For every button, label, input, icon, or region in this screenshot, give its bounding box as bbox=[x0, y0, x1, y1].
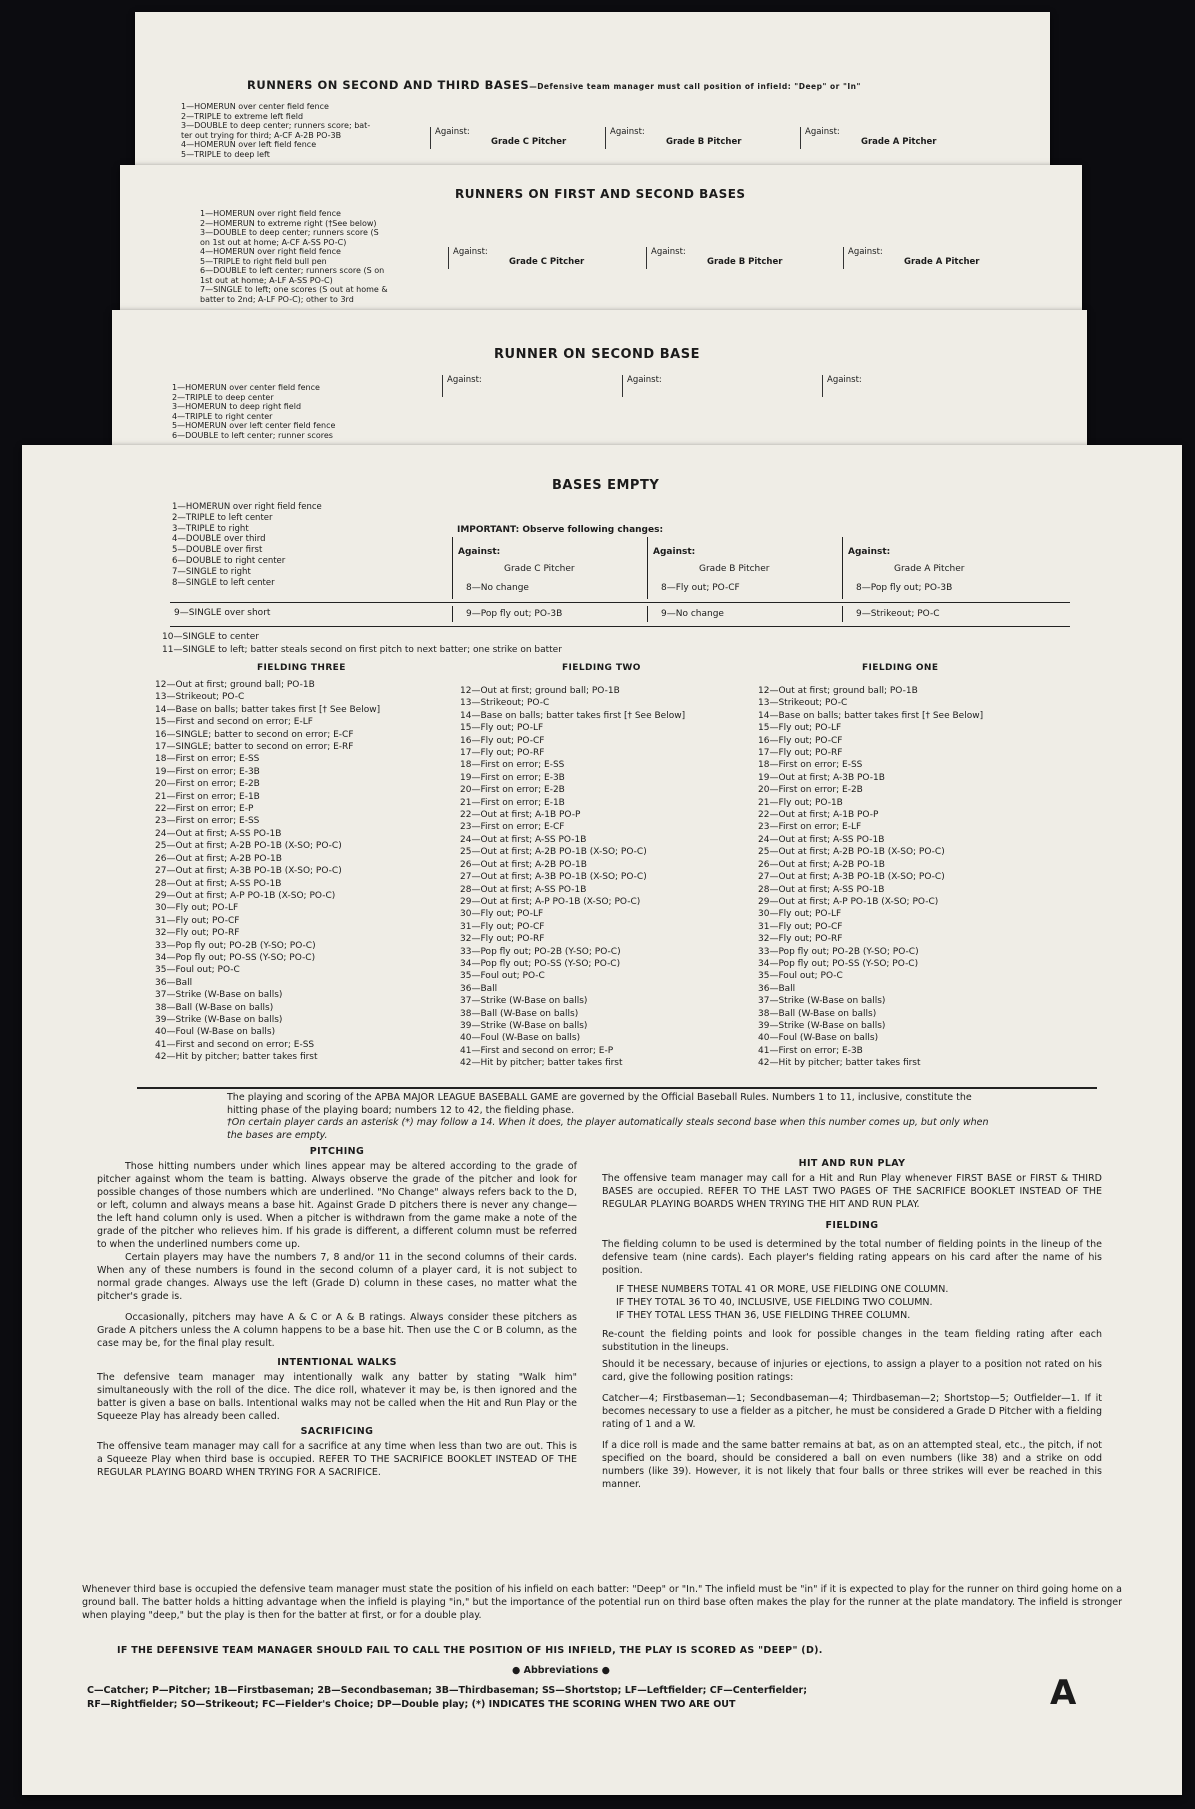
fielding-result: 12—Out at first; ground ball; PO-1B bbox=[460, 686, 620, 696]
fielding-result: 25—Out at first; A-2B PO-1B (X-SO; PO-C) bbox=[155, 841, 342, 852]
pitcher-grade-label: Grade A Pitcher bbox=[904, 257, 980, 267]
rules-notice: The playing and scoring of the APBA MAJOR LEAGUE BASEBALL GAME are governed by the Official Baseball Rules. Numbers 1 to 11, inclusive, constitute the hitting phase of the playing board; numbers 12 to 42, the fielding phase. †On certain player cards an asterisk (*) may follow a 14. When it does, the player automatically steals second base when this number comes up, but only when the bases are empty. bbox=[227, 1092, 989, 1141]
fielding-result: 21—First on error; E-1B bbox=[460, 797, 565, 808]
fielding-result: 41—First on error; E-3B bbox=[758, 1045, 863, 1056]
sacrifice-heading: SACRIFICING bbox=[300, 1426, 374, 1437]
column-divider bbox=[452, 537, 453, 599]
divider bbox=[170, 626, 1070, 627]
hitting-line: 2—TRIPLE to left center bbox=[172, 512, 273, 523]
fielding-result: 15—First and second on error; E-LF bbox=[155, 717, 313, 728]
fielding-result: 30—Fly out; PO-LF bbox=[758, 909, 842, 920]
fielding-result: 32—Fly out; PO-RF bbox=[758, 934, 843, 945]
fielding-rule: IF THEY TOTAL LESS THAN 36, USE FIELDING THREE COLUMN. bbox=[616, 1310, 911, 1321]
fielding-result: 42—Hit by pitcher; batter takes first bbox=[155, 1052, 318, 1063]
hitting-line: 4—DOUBLE over third bbox=[172, 534, 266, 545]
hitting-line: 1st out at home; A-LF A-SS PO-C) bbox=[200, 275, 333, 285]
grade-change-9: 9—Pop fly out; PO-3B bbox=[466, 609, 563, 619]
fielding-result: 19—First on error; E-3B bbox=[460, 772, 565, 783]
pitching-text-1: Those hitting numbers under which lines appear may be altered according to the grade of pitcher against whom the team is batting. Always observe the grade of the pitcher and look for possible changes of those numbers which are underlined. "No Change" always refers back to the D, or left, column and always means a base hit. Against Grade D pitchers there is never any change—the left hand column only is used. When a pitcher is withdrawn from the game make a note of the grade of the pitcher who relieves him. If his grade is different, a different column must be referred to when the underlined numbers come up. bbox=[97, 1161, 577, 1250]
board-letter: A bbox=[1050, 1673, 1077, 1713]
pitcher-grade-label: Grade B Pitcher bbox=[666, 137, 742, 147]
fielding-result: 31—Fly out; PO-CF bbox=[155, 915, 240, 926]
pitcher-grade-column bbox=[646, 247, 783, 269]
hitting-line: 4—HOMERUN over right field fence bbox=[200, 247, 341, 256]
fielding-column bbox=[155, 679, 380, 1064]
fielding-result: 26—Out at first; A-2B PO-1B bbox=[460, 859, 587, 870]
against-label: Against: bbox=[447, 375, 482, 385]
hit-and-run-text: The offensive team manager may call for a Hit and Run Play whenever FIRST BASE or FIRST & THIRD BASES are occupied. REFER TO THE LAST TWO PAGES OF THE SACRIFICE BOOKLET INSTEAD OF THE REGULAR PLAYING BOARDS WHEN TRYING THE HIT AND RUN PLAY. bbox=[602, 1173, 1102, 1210]
hitting-line: 2—TRIPLE to extreme left field bbox=[181, 111, 304, 121]
fielding-result: 30—Fly out; PO-LF bbox=[155, 903, 239, 914]
fielding-result: 26—Out at first; A-2B PO-1B bbox=[758, 859, 885, 870]
sacrifice-text: The offensive team manager may call for a sacrifice at any time when less than two are out. This is a Squeeze Play when third base is occupied. REFER TO THE SACRIFICE BOOKLET INSTEAD OF THE REGULAR PLAYING BOARD WHEN TRYING FOR A SACRIFICE. bbox=[97, 1441, 577, 1478]
pitcher-grade-column bbox=[605, 127, 742, 149]
fielding-text-2: Re-count the fielding points and look for possible changes in the team fielding rating after each substitution in the lineups. bbox=[602, 1329, 1102, 1353]
board-runners-second-third bbox=[135, 12, 1050, 172]
pitcher-grade-column bbox=[430, 127, 567, 149]
fielding-result: 12—Out at first; ground ball; PO-1B bbox=[758, 686, 918, 696]
fielding-result: 21—Fly out; PO-1B bbox=[758, 797, 843, 808]
board-runner-second bbox=[112, 310, 1087, 450]
fielding-result: 42—Hit by pitcher; batter takes first bbox=[758, 1058, 921, 1069]
fielding-result: 25—Out at first; A-2B PO-1B (X-SO; PO-C) bbox=[460, 847, 647, 858]
hitting-line: on 1st out at home; A-CF A-SS PO-C) bbox=[200, 237, 347, 247]
pitcher-grade-column bbox=[442, 375, 482, 397]
fielding-result: 38—Ball (W-Base on balls) bbox=[460, 1008, 579, 1019]
against-label: Against: bbox=[610, 127, 645, 137]
against-label: Against: bbox=[805, 127, 840, 137]
fielding-result: 36—Ball bbox=[758, 983, 796, 994]
against-label: Against: bbox=[848, 547, 891, 557]
against-label: Against: bbox=[453, 247, 488, 257]
fielding-result: 23—First on error; E-LF bbox=[758, 822, 862, 833]
column-divider bbox=[842, 606, 843, 622]
fielding-result: 33—Pop fly out; PO-2B (Y-SO; PO-C) bbox=[155, 940, 316, 951]
grade-change-8: 8—No change bbox=[466, 583, 529, 593]
against-label: Against: bbox=[653, 547, 696, 557]
fielding-result: 35—Foul out; PO-C bbox=[758, 971, 843, 982]
pitcher-grade-label: Grade C Pitcher bbox=[504, 564, 575, 574]
pitcher-grade-label: Grade A Pitcher bbox=[894, 564, 965, 574]
fielding-result: 30—Fly out; PO-LF bbox=[460, 909, 544, 920]
fail-notice: IF THE DEFENSIVE TEAM MANAGER SHOULD FAIL TO CALL THE POSITION OF HIS INFIELD, THE PLAY IS SCORED AS "DEEP" (D). bbox=[117, 1645, 823, 1656]
fielding-result: 27—Out at first; A-3B PO-1B (X-SO; PO-C) bbox=[155, 866, 342, 877]
fielding-result: 24—Out at first; A-SS PO-1B bbox=[155, 828, 282, 839]
fielding-result: 31—Fly out; PO-CF bbox=[758, 921, 843, 932]
fielding-result: 39—Strike (W-Base on balls) bbox=[460, 1020, 588, 1031]
fielding-result: 41—First and second on error; E-SS bbox=[155, 1039, 315, 1050]
grade-change-8: 8—Pop fly out; PO-3B bbox=[856, 583, 953, 593]
fielding-result: 14—Base on balls; batter takes first [† See Below] bbox=[758, 710, 984, 721]
fielding-result: 42—Hit by pitcher; batter takes first bbox=[460, 1058, 623, 1069]
hitting-line: 5—TRIPLE to deep left bbox=[181, 149, 270, 159]
fielding-result: 28—Out at first; A-SS PO-1B bbox=[758, 884, 885, 895]
hitting-line: ter out trying for third; A-CF A-2B PO-3B bbox=[181, 130, 342, 140]
hitting-line: 8—SINGLE to left center bbox=[172, 577, 275, 588]
fielding-rule: IF THEY TOTAL 36 TO 40, INCLUSIVE, USE FIELDING TWO COLUMN. bbox=[616, 1297, 933, 1308]
hitting-list bbox=[200, 209, 388, 304]
fielding-result: 37—Strike (W-Base on balls) bbox=[758, 996, 886, 1007]
fielding-result: 24—Out at first; A-SS PO-1B bbox=[758, 834, 885, 845]
hitting-line: 6—DOUBLE to right center bbox=[172, 555, 286, 566]
board-title: RUNNERS ON SECOND AND THIRD BASES—Defensive team manager must call position of infield: "Deep" or "In" bbox=[247, 78, 861, 92]
hitting-line: 5—HOMERUN over left center field fence bbox=[172, 421, 336, 430]
pitching-text-2: Certain players may have the numbers 7, 8 and/or 11 in the second columns of their cards. When any of these numbers is found in the second column of a player card, it is not subject to normal grade changes. Always use the left (Grade D) column in these cases, no matter what the pitcher's grade is. bbox=[97, 1252, 577, 1302]
grade-change-8: 8—Fly out; PO-CF bbox=[661, 583, 740, 593]
fielding-result: 34—Pop fly out; PO-SS (Y-SO; PO-C) bbox=[155, 952, 316, 963]
pitcher-grade-column bbox=[822, 375, 862, 397]
hitting-line: 5—TRIPLE to right field bull pen bbox=[200, 256, 327, 266]
fielding-result: 14—Base on balls; batter takes first [† See Below] bbox=[155, 704, 381, 715]
fielding-result: 16—SINGLE; batter to second on error; E-CF bbox=[155, 729, 354, 740]
fielding-result: 23—First on error; E-SS bbox=[155, 816, 260, 827]
fielding-text-4: Catcher—4; Firstbaseman—1; Secondbaseman—4; Thirdbaseman—2; Shortstop—5; Outfielder—1. If it becomes necessary to use a fielder as a pitcher, he must be considered a Grade D Pitcher with a fielding rating of 1 and a W. bbox=[602, 1393, 1102, 1430]
fielding-result: 18—First on error; E-SS bbox=[155, 754, 260, 765]
hitting-line: 4—HOMERUN over left field fence bbox=[181, 140, 317, 149]
hitting-line: 2—TRIPLE to deep center bbox=[172, 392, 274, 402]
fielding-result: 18—First on error; E-SS bbox=[758, 760, 863, 771]
fielding-result: 35—Foul out; PO-C bbox=[460, 971, 545, 982]
fielding-result: 31—Fly out; PO-CF bbox=[460, 921, 545, 932]
hitting-line-10: 10—SINGLE to center bbox=[162, 632, 259, 642]
hitting-line-9: 9—SINGLE over short bbox=[174, 608, 271, 618]
hitting-list bbox=[181, 102, 370, 159]
fielding-result: 29—Out at first; A-P PO-1B (X-SO; PO-C) bbox=[460, 896, 641, 907]
pitcher-grade-column bbox=[448, 247, 585, 269]
fielding-text-5: If a dice roll is made and the same batter remains at bat, as on an attempted steal, etc., the pitch, if not specified on the board, should be considered a ball on even numbers (like 38) and a strike on odd numbers (like 39). However, it is not likely that four balls or three strikes will ever be reached in this manner. bbox=[602, 1440, 1102, 1490]
fielding-result: 15—Fly out; PO-LF bbox=[758, 723, 842, 734]
hitting-line: 7—SINGLE to right bbox=[172, 566, 251, 577]
hitting-line: 6—DOUBLE to left center; runners score (S on bbox=[200, 266, 385, 275]
fielding-text-3: Should it be necessary, because of injuries or ejections, to assign a player to a position not rated on his card, give the following position ratings: bbox=[602, 1359, 1102, 1383]
divider bbox=[170, 602, 1070, 603]
divider bbox=[137, 1087, 1097, 1089]
fielding-result: 23—First on error; E-CF bbox=[460, 822, 565, 833]
fielding-result: 37—Strike (W-Base on balls) bbox=[155, 990, 283, 1001]
hitting-line: 3—DOUBLE to deep center; runners score (S bbox=[200, 228, 379, 237]
fielding-result: 27—Out at first; A-3B PO-1B (X-SO; PO-C) bbox=[758, 872, 945, 883]
fielding-result: 28—Out at first; A-SS PO-1B bbox=[460, 884, 587, 895]
grade-change-9: 9—No change bbox=[661, 609, 724, 619]
pitching-heading: PITCHING bbox=[309, 1146, 365, 1157]
fielding-result: 24—Out at first; A-SS PO-1B bbox=[460, 834, 587, 845]
hit-and-run-heading: HIT AND RUN PLAY bbox=[798, 1158, 906, 1169]
fielding-result: 16—Fly out; PO-CF bbox=[758, 735, 843, 746]
fielding-result: 39—Strike (W-Base on balls) bbox=[758, 1020, 886, 1031]
fielding-result: 36—Ball bbox=[460, 983, 498, 994]
fielding-result: 40—Foul (W-Base on balls) bbox=[460, 1033, 581, 1044]
fielding-result: 19—Out at first; A-3B PO-1B bbox=[758, 772, 885, 783]
abbreviations-line-2: RF—Rightfielder; SO—Strikeout; FC—Fielder's Choice; DP—Double play; (*) INDICATES THE SCORING WHEN TWO ARE OUT bbox=[87, 1699, 736, 1710]
pitcher-grade-label: Grade A Pitcher bbox=[861, 137, 937, 147]
pitcher-grade-label: Grade C Pitcher bbox=[491, 137, 567, 147]
hitting-line: 4—TRIPLE to right center bbox=[172, 411, 273, 421]
fielding-result: 28—Out at first; A-SS PO-1B bbox=[155, 878, 282, 889]
walks-text: The defensive team manager may intentionally walk any batter by stating "Walk him" simultaneously with the roll of the dice. The dice roll, whatever it may be, is then ignored and the batter is given a base on balls. Intentional walks may not be called when the Hit and Run Play or the Squeeze Play has already been called. bbox=[97, 1372, 577, 1422]
fielding-result: 21—First on error; E-1B bbox=[155, 791, 260, 802]
fielding-result: 18—First on error; E-SS bbox=[460, 760, 565, 771]
hitting-line: 7—SINGLE to left; one scores (S out at home & bbox=[200, 285, 388, 294]
fielding-result: 34—Pop fly out; PO-SS (Y-SO; PO-C) bbox=[758, 958, 919, 969]
fielding-result: 22—Out at first; A-1B PO-P bbox=[460, 810, 581, 821]
pitcher-grade-column bbox=[800, 127, 937, 149]
column-divider bbox=[647, 537, 648, 599]
fielding-rules bbox=[616, 1283, 1102, 1322]
board-bases-empty bbox=[22, 445, 1182, 1795]
fielding-column-heading: FIELDING THREE bbox=[257, 663, 346, 673]
pitcher-grade-label: Grade B Pitcher bbox=[699, 564, 770, 574]
column-divider bbox=[842, 537, 843, 599]
fielding-result: 13—Strikeout; PO-C bbox=[155, 692, 245, 703]
grade-change-9: 9—Strikeout; PO-C bbox=[856, 609, 940, 619]
fielding-result: 17—Fly out; PO-RF bbox=[758, 748, 843, 759]
against-label: Against: bbox=[458, 547, 501, 557]
fielding-result: 32—Fly out; PO-RF bbox=[460, 934, 545, 945]
fielding-result: 16—Fly out; PO-CF bbox=[460, 735, 545, 746]
important-note: IMPORTANT: Observe following changes: bbox=[457, 525, 664, 535]
hitting-line: 1—HOMERUN over center field fence bbox=[181, 102, 329, 111]
fielding-result: 15—Fly out; PO-LF bbox=[460, 723, 544, 734]
fielding-result: 17—SINGLE; batter to second on error; E-RF bbox=[155, 742, 354, 753]
fielding-result: 33—Pop fly out; PO-2B (Y-SO; PO-C) bbox=[460, 946, 621, 957]
fielding-result: 32—Fly out; PO-RF bbox=[155, 928, 240, 939]
abbreviations-heading: ● Abbreviations ● bbox=[512, 1665, 610, 1676]
fielding-column-heading: FIELDING TWO bbox=[562, 663, 641, 673]
left-rules-column bbox=[97, 1143, 577, 1479]
fielding-result: 37—Strike (W-Base on balls) bbox=[460, 996, 588, 1007]
hitting-line: 3—HOMERUN to deep right field bbox=[172, 402, 302, 411]
fielding-result: 22—Out at first; A-1B PO-P bbox=[758, 810, 879, 821]
hitting-list bbox=[172, 502, 322, 588]
hitting-line: batter to 2nd; A-LF PO-C); other to 3rd bbox=[200, 294, 354, 304]
against-label: Against: bbox=[627, 375, 662, 385]
fielding-result: 40—Foul (W-Base on balls) bbox=[155, 1027, 276, 1038]
fielding-result: 36—Ball bbox=[155, 977, 193, 988]
fielding-heading: FIELDING bbox=[825, 1220, 879, 1231]
fielding-result: 29—Out at first; A-P PO-1B (X-SO; PO-C) bbox=[758, 896, 939, 907]
abbreviations-line-1: C—Catcher; P—Pitcher; 1B—Firstbaseman; 2B—Secondbaseman; 3B—Thirdbaseman; SS—Shortstop; LF—Leftfielder; CF—Centerfielder; bbox=[87, 1685, 808, 1696]
fielding-result: 13—Strikeout; PO-C bbox=[460, 698, 550, 709]
fielding-result: 13—Strikeout; PO-C bbox=[758, 698, 848, 709]
fielding-result: 41—First and second on error; E-P bbox=[460, 1045, 614, 1056]
hitting-line-11: 11—SINGLE to left; batter steals second on first pitch to next batter; one strike on batter bbox=[162, 645, 562, 655]
fielding-result: 35—Foul out; PO-C bbox=[155, 965, 240, 976]
against-label: Against: bbox=[848, 247, 883, 257]
pitcher-grade-column bbox=[622, 375, 662, 397]
board-title: RUNNERS ON FIRST AND SECOND BASES bbox=[455, 187, 746, 201]
fielding-result: 29—Out at first; A-P PO-1B (X-SO; PO-C) bbox=[155, 890, 336, 901]
pitcher-grade-label: Grade C Pitcher bbox=[509, 257, 585, 267]
against-label: Against: bbox=[435, 127, 470, 137]
board-title: RUNNER ON SECOND BASE bbox=[494, 347, 700, 362]
hitting-line: 1—HOMERUN over center field fence bbox=[172, 383, 320, 392]
fielding-result: 20—First on error; E-2B bbox=[155, 779, 260, 790]
right-rules-column bbox=[602, 1155, 1102, 1491]
fielding-result: 33—Pop fly out; PO-2B (Y-SO; PO-C) bbox=[758, 946, 919, 957]
board-runners-first-second bbox=[120, 165, 1082, 325]
fielding-result: 20—First on error; E-2B bbox=[758, 785, 863, 796]
hitting-list bbox=[172, 383, 335, 440]
walks-heading: INTENTIONAL WALKS bbox=[277, 1357, 397, 1368]
pitcher-grade-column bbox=[843, 247, 980, 269]
fielding-result: 25—Out at first; A-2B PO-1B (X-SO; PO-C) bbox=[758, 847, 945, 858]
pitcher-grade-label: Grade B Pitcher bbox=[707, 257, 783, 267]
fielding-column-heading: FIELDING ONE bbox=[862, 663, 939, 673]
fielding-result: 39—Strike (W-Base on balls) bbox=[155, 1014, 283, 1025]
hitting-line: 6—DOUBLE to left center; runner scores bbox=[172, 430, 333, 440]
board-title: BASES EMPTY bbox=[552, 478, 660, 493]
fielding-column bbox=[460, 685, 685, 1070]
fielding-result: 26—Out at first; A-2B PO-1B bbox=[155, 853, 282, 864]
fielding-result: 22—First on error; E-P bbox=[155, 804, 254, 815]
fielding-result: 40—Foul (W-Base on balls) bbox=[758, 1033, 879, 1044]
hitting-line: 2—HOMERUN to extreme right (†See below) bbox=[200, 218, 377, 228]
against-label: Against: bbox=[651, 247, 686, 257]
hitting-line: 3—TRIPLE to right bbox=[172, 523, 249, 534]
column-divider bbox=[452, 606, 453, 622]
fielding-text-1: The fielding column to be used is determined by the total number of fielding points in the lineup of the defensive team (nine cards). Each player's fielding rating appears on his card after the name of his position. bbox=[602, 1239, 1102, 1276]
fielding-result: 38—Ball (W-Base on balls) bbox=[758, 1008, 877, 1019]
third-base-text: Whenever third base is occupied the defensive team manager must state the position of his infield on each batter: "Deep" or "In." The infield must be "in" if it is expected to play for the runner on third going home on a ground ball. The batter holds a hitting advantage when the infield is playing "in," but the importance of the potential run on third base often makes the play for the runner at the plate mandatory. The infield is stronger when playing "deep," but the play is then for the batter at first, or for a double play. bbox=[82, 1584, 1122, 1621]
fielding-column bbox=[758, 685, 983, 1070]
hitting-line: 1—HOMERUN over right field fence bbox=[200, 209, 341, 218]
fielding-result: 17—Fly out; PO-RF bbox=[460, 748, 545, 759]
fielding-result: 14—Base on balls; batter takes first [† See Below] bbox=[460, 710, 686, 721]
hitting-line: 1—HOMERUN over right field fence bbox=[172, 502, 322, 512]
fielding-result: 19—First on error; E-3B bbox=[155, 766, 260, 777]
against-label: Against: bbox=[827, 375, 862, 385]
fielding-result: 38—Ball (W-Base on balls) bbox=[155, 1002, 274, 1013]
pitching-text-3: Occasionally, pitchers may have A & C or A & B ratings. Always consider these pitchers as Grade A pitchers unless the A column happens to be a base hit. Then use the C or B column, as the case may be, for the final play result. bbox=[97, 1312, 577, 1349]
hitting-line: 3—DOUBLE to deep center; runners score; bat- bbox=[181, 121, 371, 130]
fielding-result: 27—Out at first; A-3B PO-1B (X-SO; PO-C) bbox=[460, 872, 647, 883]
column-divider bbox=[647, 606, 648, 622]
hitting-line: 5—DOUBLE over first bbox=[172, 545, 263, 556]
fielding-rule: IF THESE NUMBERS TOTAL 41 OR MORE, USE FIELDING ONE COLUMN. bbox=[616, 1284, 949, 1295]
fielding-result: 12—Out at first; ground ball; PO-1B bbox=[155, 680, 315, 690]
fielding-result: 20—First on error; E-2B bbox=[460, 785, 565, 796]
fielding-result: 34—Pop fly out; PO-SS (Y-SO; PO-C) bbox=[460, 958, 621, 969]
